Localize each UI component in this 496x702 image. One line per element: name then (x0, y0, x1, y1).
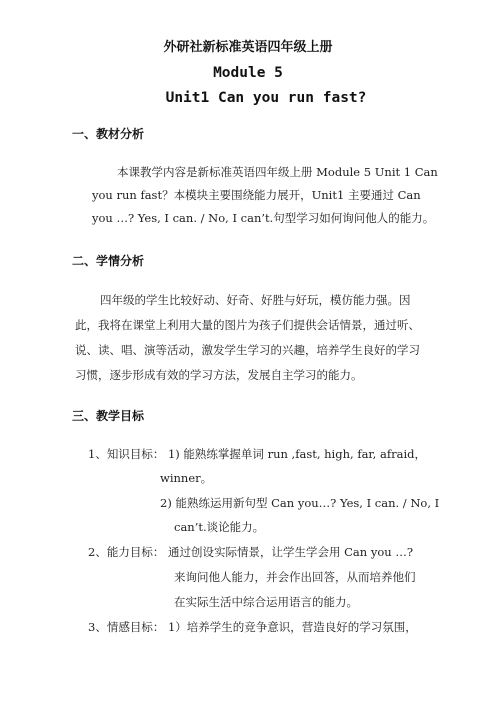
objective-ability-line: 2、能力目标： 通过创设实际情景，让学生学会用 Can you …? (88, 545, 413, 559)
unit-title: Unit1 Can you run fast? (165, 90, 367, 106)
objective-knowledge-line: winner。 (160, 471, 213, 485)
module-title: Module 5 (213, 65, 283, 81)
paragraph-line: 此，我将在课堂上利用大量的图片为孩子们提供会话情景，通过听、 (75, 318, 420, 332)
section-heading-learner-analysis: 二、学情分析 (72, 254, 145, 268)
document-title: 外研社新标准英语四年级上册 (163, 40, 333, 55)
objective-ability-line: 来询问他人能力，并会作出回答，从而培养他们 (174, 570, 416, 584)
paragraph-line: you run fast？本模块主要围绕能力展开，Unit1 主要通过 Can (92, 188, 421, 202)
objective-knowledge-line: can’t.谈论能力。 (174, 520, 265, 534)
paragraph-line: 本课教学内容是新标准英语四年级上册 Module 5 Unit 1 Can (117, 165, 438, 179)
objective-ability-line: 在实际生活中综合运用语言的能力。 (174, 595, 358, 609)
section-heading-textbook-analysis: 一、教材分析 (72, 127, 145, 141)
paragraph-line: 说、读、唱、演等活动，激发学生学习的兴趣，培养学生良好的学习 (75, 343, 420, 357)
paragraph-line: 四年级的学生比较好动、好奇、好胜与好玩，模仿能力强。因 (100, 293, 411, 307)
objective-knowledge-line: 2) 能熟练运用新句型 Can you…? Yes, I can. / No, I (160, 496, 440, 510)
objective-emotion-line: 3、情感目标： 1）培养学生的竞争意识，营造良好的学习氛围， (88, 620, 417, 634)
paragraph-line: 习惯，逐步形成有效的学习方法，发展自主学习的能力。 (75, 368, 363, 382)
objective-knowledge-line: 1、知识目标： 1) 能熟练掌握单词 run ,fast, high, far, afraid， (88, 447, 426, 461)
paragraph-line: you …? Yes, I can. / No, I can’t.句型学习如何询问他人的能力。 (92, 211, 435, 225)
section-heading-teaching-objectives: 三、教学目标 (72, 409, 145, 423)
